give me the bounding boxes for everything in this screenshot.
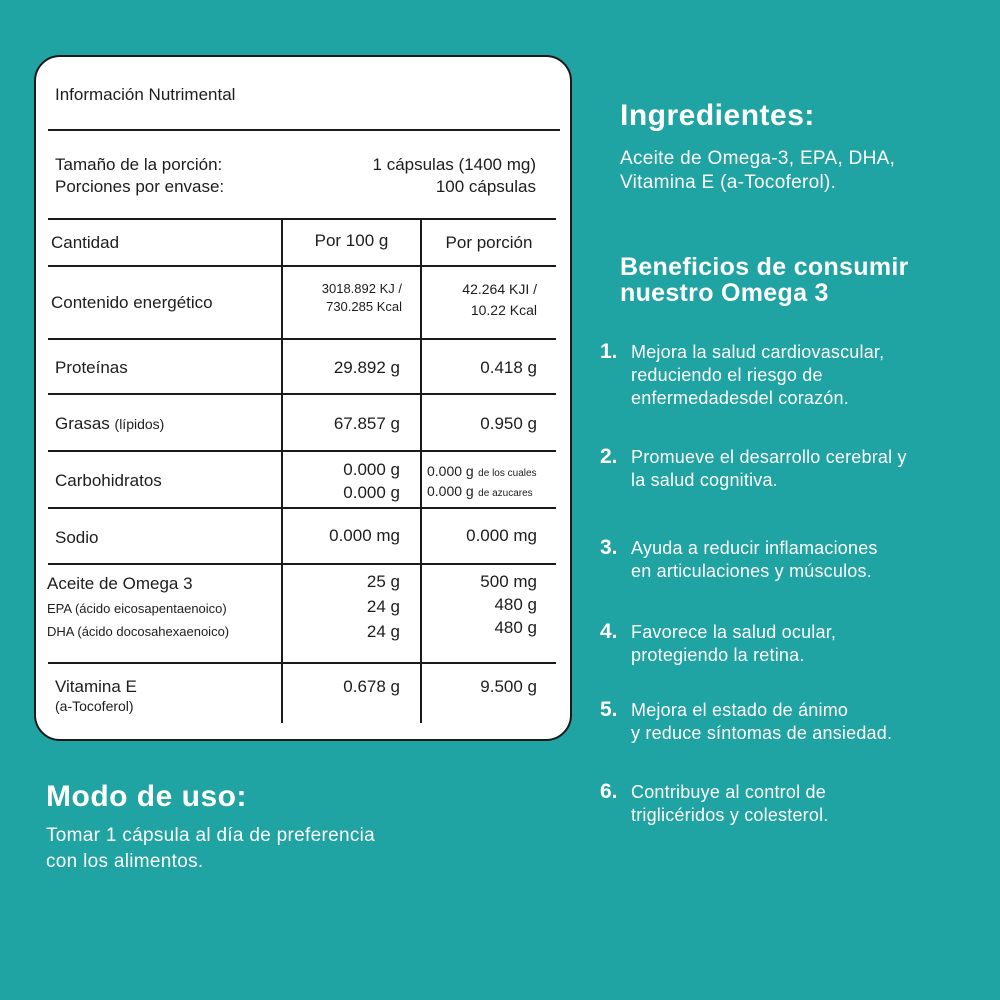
- protein-per-100g: 29.892 g: [333, 358, 400, 377]
- nutrition-facts-card: [34, 55, 572, 741]
- column-divider: [281, 220, 283, 723]
- benefits-title-line-2: nuestro Omega 3: [620, 279, 829, 307]
- serving-size-value: 1 cápsulas (1400 mg): [372, 155, 536, 174]
- benefit-number: 2.: [600, 445, 618, 468]
- divider: [48, 662, 556, 664]
- sugars-per-serving-note: de azucares: [478, 488, 533, 499]
- epa-per-100g: 24 g: [366, 597, 400, 616]
- benefit-number: 5.: [600, 698, 618, 721]
- benefit-text-line-1: Favorece la salud ocular,: [631, 622, 837, 642]
- ingredients-line-1: Aceite de Omega-3, EPA, DHA,: [620, 148, 896, 169]
- ingredients-title: Ingredientes:: [620, 99, 815, 132]
- sugars-per-100g: 0.000 g: [343, 483, 400, 502]
- header-per-100g: Por 100 g: [314, 231, 389, 250]
- protein-per-serving: 0.418 g: [480, 358, 537, 377]
- divider: [48, 338, 556, 340]
- divider: [48, 450, 556, 452]
- header-quantity: Cantidad: [51, 233, 120, 252]
- sugars-per-serving: [427, 483, 533, 501]
- fat-label-note: (lípidos): [114, 416, 165, 432]
- epa-per-serving: 480 g: [494, 595, 537, 614]
- dha-per-serving: 480 g: [494, 618, 537, 637]
- serving-size-label: Tamaño de la porción:: [55, 155, 223, 174]
- fat-label: [55, 414, 164, 434]
- energy-label: Contenido energético: [51, 293, 213, 312]
- usage-title: Modo de uso:: [46, 780, 247, 813]
- vitamin-e-note: (a-Tocoferol): [55, 698, 134, 714]
- divider: [48, 265, 556, 267]
- divider: [48, 129, 560, 131]
- carbs-per-serving-note: de los cuales: [478, 468, 537, 479]
- benefits-title-line-1: Beneficios de consumir: [620, 253, 909, 281]
- fat-per-serving: 0.950 g: [480, 414, 537, 433]
- fat-per-100g: 67.857 g: [333, 414, 400, 433]
- nutrition-title: Información Nutrimental: [55, 85, 236, 104]
- usage-line-2: con los alimentos.: [46, 851, 204, 872]
- omega3-per-serving: 500 mg: [480, 572, 537, 591]
- omega3-per-100g: 25 g: [366, 572, 400, 591]
- benefit-text-line-1: Contribuye al control de: [631, 782, 826, 802]
- divider: [48, 393, 556, 395]
- benefit-text-line-1: Mejora el estado de ánimo: [631, 700, 849, 720]
- sodium-per-serving: 0.000 mg: [466, 526, 537, 545]
- ingredients-line-2: Vitamina E (a-Tocoferol).: [620, 172, 837, 193]
- fat-label-text: Grasas: [55, 414, 110, 433]
- carbs-label: Carbohidratos: [55, 471, 162, 490]
- protein-label: Proteínas: [55, 358, 128, 377]
- usage-line-1: Tomar 1 cápsula al día de preferencia: [46, 825, 376, 846]
- benefit-number: 6.: [600, 780, 618, 803]
- vitamin-e-per-serving: 9.500 g: [480, 677, 537, 696]
- header-per-serving: Por porción: [445, 233, 533, 252]
- benefit-text-line-2: triglicéridos y colesterol.: [631, 805, 829, 825]
- benefit-text-line-2: en articulaciones y músculos.: [631, 561, 872, 581]
- omega3-label: Aceite de Omega 3: [47, 574, 193, 593]
- benefit-text-line-1: Ayuda a reducir inflamaciones: [631, 538, 878, 558]
- energy-per-100g-kj: 3018.892 KJ /: [321, 281, 402, 296]
- energy-per-serving-kj: 42.264 KJI /: [462, 281, 537, 297]
- divider: [48, 218, 556, 220]
- servings-per-container-label: Porciones por envase:: [55, 177, 225, 196]
- benefit-number: 1.: [600, 340, 618, 363]
- sodium-label: Sodio: [55, 528, 99, 547]
- dha-label-note: (ácido docosahexaenoico): [77, 624, 230, 639]
- dha-label: [47, 624, 229, 639]
- divider: [48, 563, 556, 565]
- benefit-text-line-2: reduciendo el riesgo de: [631, 365, 823, 385]
- epa-label-text: EPA: [47, 601, 72, 616]
- benefit-text-line-2: protegiendo la retina.: [631, 645, 805, 665]
- carbs-per-serving: [427, 463, 537, 481]
- benefit-number: 3.: [600, 536, 618, 559]
- benefit-text-line-2: y reduce síntomas de ansiedad.: [631, 723, 893, 743]
- divider: [48, 507, 556, 509]
- benefit-number: 4.: [600, 620, 618, 643]
- epa-label: [47, 601, 227, 616]
- energy-per-serving-kcal: 10.22 Kcal: [470, 302, 537, 318]
- benefit-text-line-1: Promueve el desarrollo cerebral y: [631, 447, 907, 467]
- benefit-text-line-3: enfermedadesdel corazón.: [631, 388, 849, 408]
- carbs-per-serving-value: 0.000 g: [427, 463, 474, 479]
- dha-per-100g: 24 g: [366, 622, 400, 641]
- sugars-per-serving-value: 0.000 g: [427, 483, 474, 499]
- sodium-per-100g: 0.000 mg: [329, 526, 400, 545]
- servings-per-container-value: 100 cápsulas: [435, 177, 536, 196]
- epa-label-note: (ácido eicosapentaenoico): [74, 601, 227, 616]
- vitamin-e-per-100g: 0.678 g: [343, 677, 400, 696]
- vitamin-e-label: Vitamina E: [55, 677, 137, 696]
- carbs-per-100g: 0.000 g: [343, 460, 400, 479]
- energy-per-100g-kcal: 730.285 Kcal: [326, 299, 402, 314]
- benefit-text-line-1: Mejora la salud cardiovascular,: [631, 342, 885, 362]
- column-divider: [420, 220, 422, 723]
- benefit-text-line-2: la salud cognitiva.: [631, 470, 778, 490]
- dha-label-text: DHA: [47, 624, 74, 639]
